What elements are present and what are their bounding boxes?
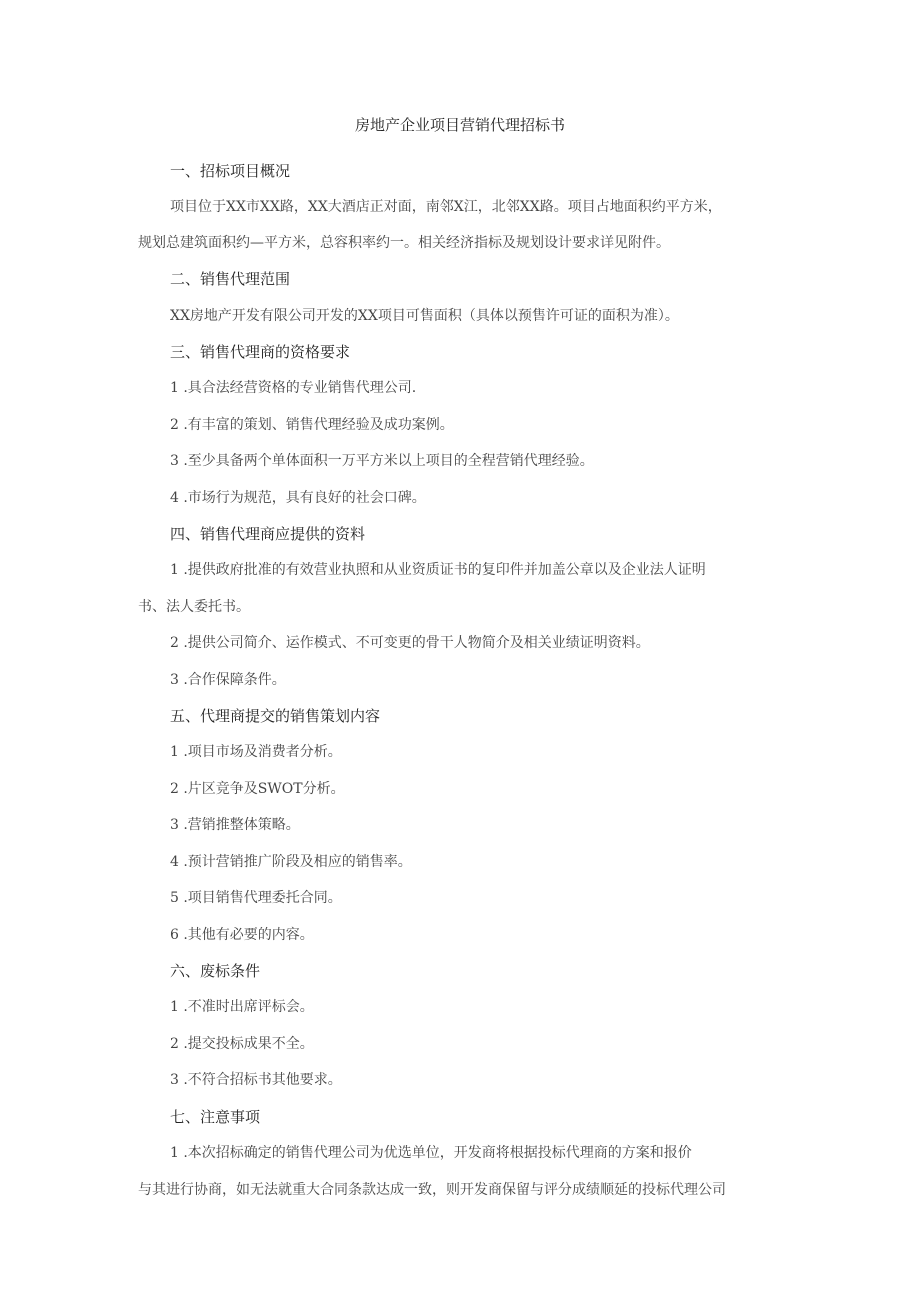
section-4-item-3: 3 .合作保障条件。 xyxy=(170,672,286,688)
section-5-item-1: 1 .项目市场及消费者分析。 xyxy=(170,744,342,760)
section-5-heading: 五、代理商提交的销售策划内容 xyxy=(170,707,381,725)
section-6-item-3: 3 .不符合招标书其他要求。 xyxy=(170,1072,342,1088)
section-7-item-1-line-2: 与其进行协商，如无法就重大合同条款达成一致，则开发商保留与评分成绩顺延的投标代理公司 xyxy=(138,1182,726,1198)
section-2-paragraph: XX房地产开发有限公司开发的XX项目可售面积（具体以预售许可证的面积为准）。 xyxy=(170,308,679,324)
section-7-heading: 七、注意事项 xyxy=(170,1108,261,1126)
section-5-item-5: 5 .项目销售代理委托合同。 xyxy=(170,890,342,906)
section-4-item-2: 2 .提供公司简介、运作模式、不可变更的骨干人物简介及相关业绩证明资料。 xyxy=(170,635,650,651)
section-3-item-1: 1 .具合法经营资格的专业销售代理公司. xyxy=(170,380,417,396)
section-3-item-3: 3 .至少具备两个单体面积一万平方米以上项目的全程营销代理经验。 xyxy=(170,453,594,469)
section-3-heading: 三、销售代理商的资格要求 xyxy=(170,343,351,361)
section-4-item-1-line-1: 1 .提供政府批准的有效营业执照和从业资质证书的复印件并加盖公章以及企业法人证明 xyxy=(170,562,706,578)
section-5-item-4: 4 .预计营销推广阶段及相应的销售率。 xyxy=(170,854,412,870)
section-1-heading: 一、招标项目概况 xyxy=(170,162,291,180)
section-1-paragraph-line-1: 项目位于XX市XX路，XX大酒店正对面，南邻X江，北邻XX路。项目占地面积约平方米， xyxy=(170,199,722,215)
section-1-paragraph-line-2: 规划总建筑面积约—平方米，总容积率约一。相关经济指标及规划设计要求详见附件。 xyxy=(138,235,670,251)
section-7-item-1-line-1: 1 .本次招标确定的销售代理公司为优选单位，开发商将根据投标代理商的方案和报价 xyxy=(170,1145,692,1161)
section-5-item-2: 2 .片区竞争及SWOT分析。 xyxy=(170,781,345,797)
section-5-item-6: 6 .其他有必要的内容。 xyxy=(170,927,314,943)
section-6-heading: 六、废标条件 xyxy=(170,962,261,980)
section-6-item-1: 1 .不准时出席评标会。 xyxy=(170,999,314,1015)
section-3-item-2: 2 .有丰富的策划、销售代理经验及成功案例。 xyxy=(170,417,454,433)
section-4-heading: 四、销售代理商应提供的资料 xyxy=(170,525,366,543)
section-6-item-2: 2 .提交投标成果不全。 xyxy=(170,1036,314,1052)
document-title: 房地产企业项目营销代理招标书 xyxy=(354,116,565,134)
section-5-item-3: 3 .营销推整体策略。 xyxy=(170,817,300,833)
section-3-item-4: 4 .市场行为规范，具有良好的社会口碑。 xyxy=(170,490,426,506)
section-4-item-1-line-2: 书、法人委托书。 xyxy=(138,599,250,615)
section-2-heading: 二、销售代理范围 xyxy=(170,270,291,288)
